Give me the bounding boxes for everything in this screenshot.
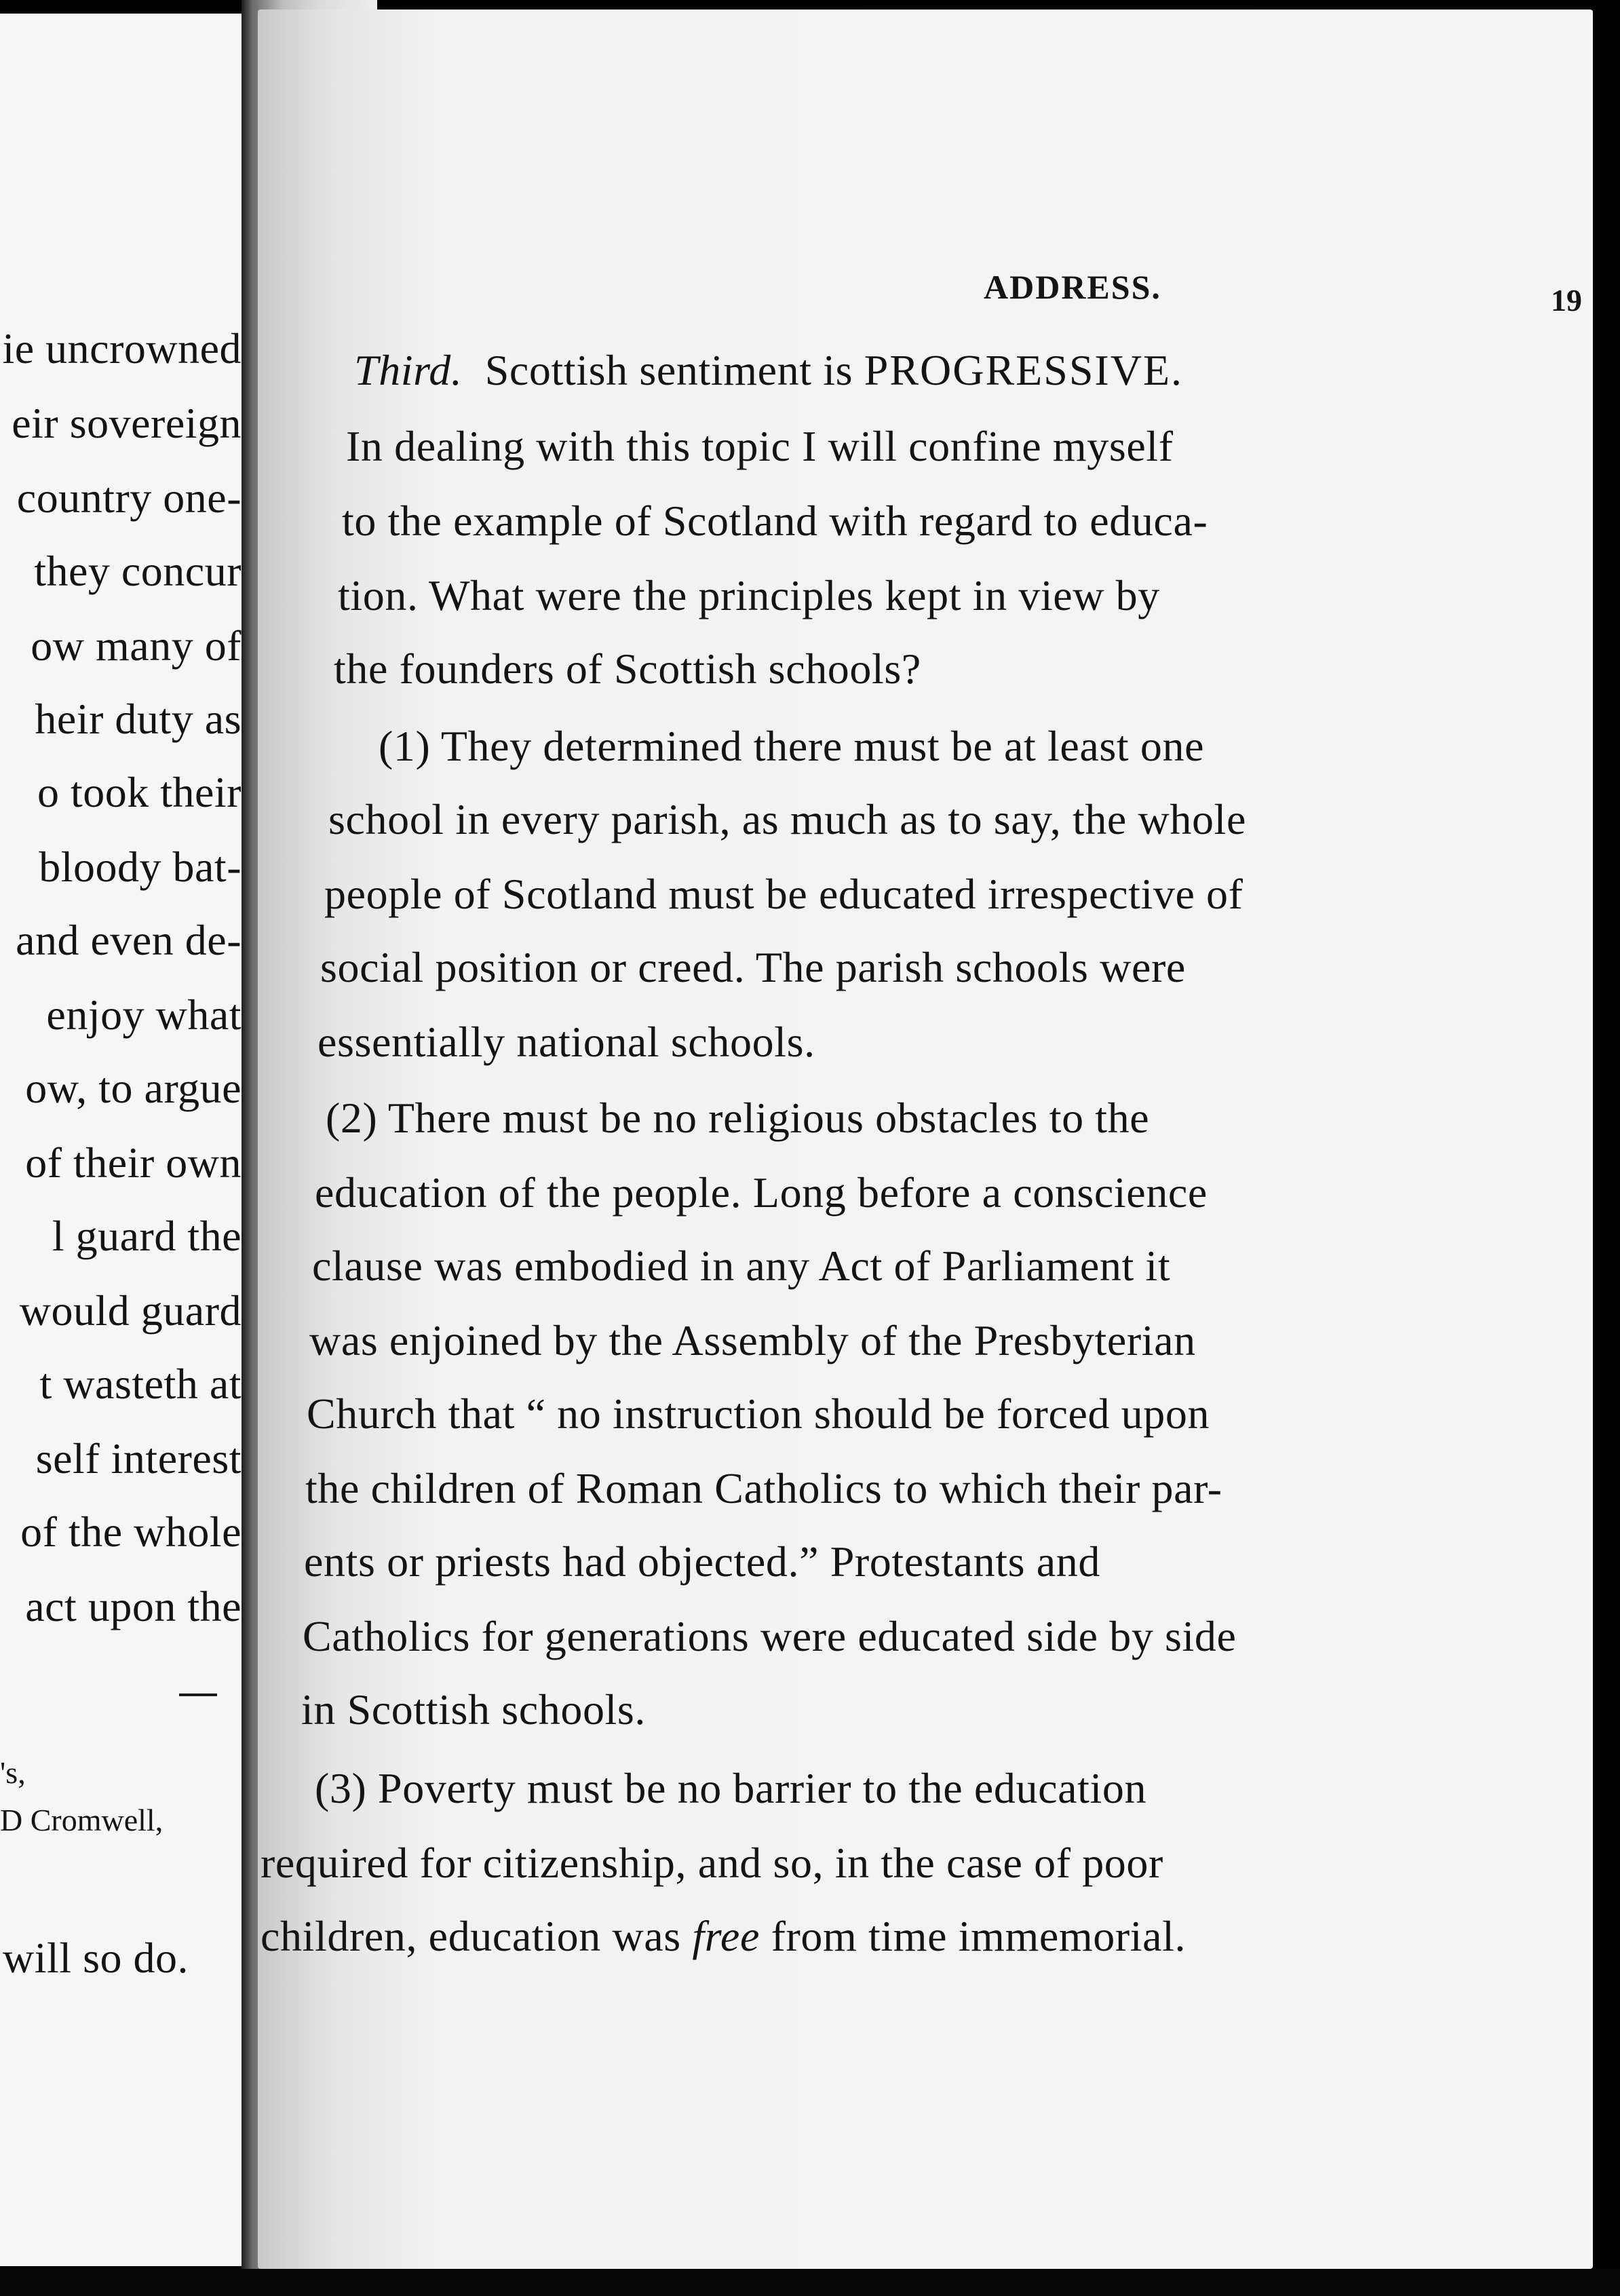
paragraph-line: school in every parish, as much as to say, the whole [328, 795, 1246, 843]
paragraph-text: children, education was [261, 1912, 681, 1960]
paragraph-line: essentially national schools. [317, 1018, 815, 1066]
paragraph-emphasis: free [692, 1912, 760, 1960]
left-page-footer-line: D Cromwell, [0, 1803, 163, 1837]
left-page-line: t wasteth at [39, 1360, 242, 1408]
paragraph-line: clause was embodied in any Act of Parliament it [312, 1242, 1171, 1290]
paragraph-line: in Scottish schools. [301, 1685, 647, 1734]
intro-line [354, 346, 1184, 394]
left-page-line: country one- [16, 474, 242, 522]
paragraph-line: ents or priests had objected.” Protestants and [304, 1537, 1100, 1586]
left-page-rule [179, 1694, 217, 1696]
left-page-line: of the whole [20, 1508, 242, 1556]
paragraph-line: was enjoined by the Assembly of the Presbyterian [309, 1316, 1196, 1364]
left-page-line: heir duty as [35, 695, 242, 743]
left-page-line: of their own [25, 1139, 242, 1187]
left-page-line: ow, to argue [25, 1064, 242, 1112]
left-page-line: they concur [34, 547, 242, 595]
intro-lead: Third. [354, 346, 463, 394]
paragraph-line: social position or creed. The parish schools were [320, 943, 1186, 991]
paragraph-line: Church that “ no instruction should be forced upon [307, 1390, 1210, 1438]
left-page-line: self interest [35, 1434, 242, 1482]
running-header: ADDRESS. [984, 268, 1161, 306]
paragraph-line: Catholics for generations were educated side by side [303, 1612, 1237, 1660]
paragraph-line: the children of Roman Catholics to which their par- [305, 1464, 1222, 1512]
paragraph-line [261, 1912, 1187, 1960]
left-page-line: enjoy what [46, 991, 242, 1039]
paragraph-line: (3) Poverty must be no barrier to the education [315, 1764, 1147, 1812]
intro-emphasis: PROGRESSIVE. [864, 346, 1184, 394]
left-page-closing-line: will so do. [3, 1934, 189, 1982]
left-page-line: o took their [37, 768, 242, 816]
scan-bottom-edge [0, 2269, 1620, 2296]
left-page-line: would guard [19, 1286, 242, 1335]
main-page [258, 9, 1593, 2269]
left-page-line: eir sovereign [12, 399, 242, 447]
paragraph-line: (1) They determined there must be at least one [379, 722, 1205, 770]
left-page-line: bloody bat- [39, 843, 242, 891]
paragraph-line: the founders of Scottish schools? [334, 645, 921, 693]
paragraph-line: required for citizenship, and so, in the case of poor [261, 1839, 1163, 1887]
paragraph-line: education of the people. Long before a conscience [315, 1168, 1208, 1217]
paragraph-line: to the example of Scotland with regard to educa- [342, 497, 1208, 545]
intro-text: Scottish sentiment is [484, 346, 853, 394]
left-page-line: l guard the [52, 1212, 242, 1260]
paragraph-line: people of Scotland must be educated irrespective of [324, 870, 1243, 918]
paragraph-text: from time immemorial. [771, 1912, 1187, 1960]
left-page-line: and even de- [16, 916, 242, 964]
paragraph-line: In dealing with this topic I will confine myself [346, 422, 1174, 470]
paragraph-line: tion. What were the principles kept in view by [338, 571, 1160, 619]
left-page-footer-line: 's, [0, 1755, 26, 1790]
page-number: 19 [1551, 283, 1582, 318]
left-page-line: ie uncrowned [2, 324, 242, 372]
paragraph-line: (2) There must be no religious obstacles to the [326, 1094, 1150, 1142]
left-facing-page [0, 14, 242, 2266]
left-page-line: act upon the [25, 1582, 242, 1630]
left-page-line: ow many of [31, 621, 242, 670]
